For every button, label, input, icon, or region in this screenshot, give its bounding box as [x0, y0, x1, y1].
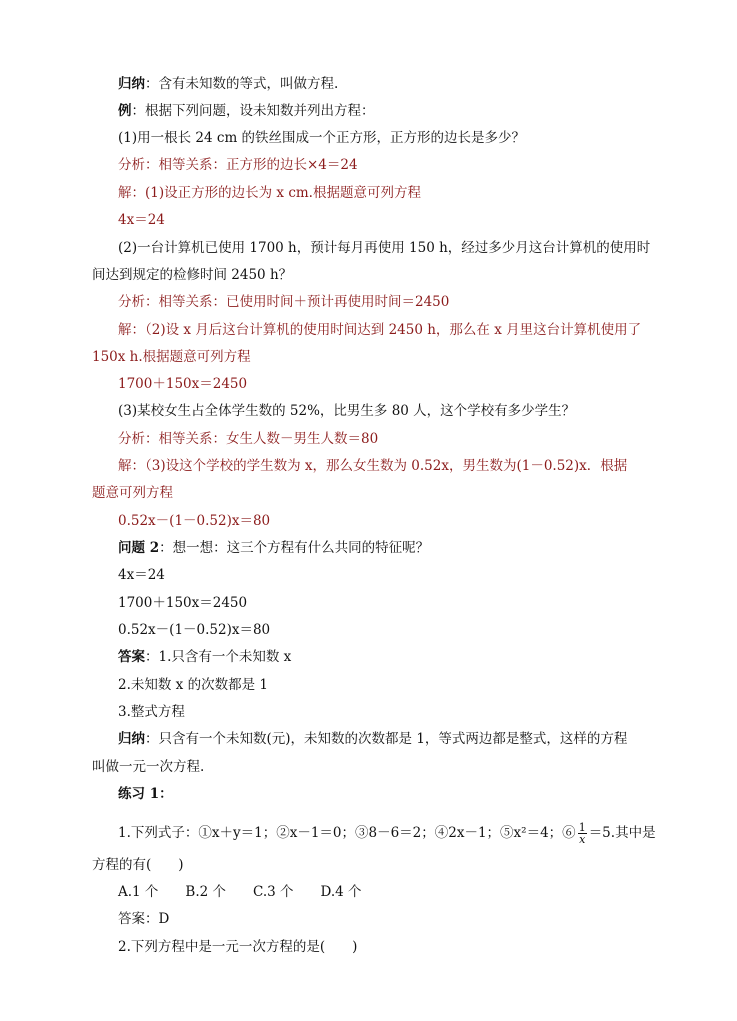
- answer-3: 3.整式方程: [118, 704, 185, 720]
- q3-solution-line-1: 解：（3)设这个学校的学生数为 x，那么女生数为 0.52x，男生数为(1－0.52)x．根据: [118, 458, 628, 474]
- answer-2: 2.未知数 x 的次数都是 1: [118, 677, 268, 693]
- problem-2-label: 问题 2: [118, 540, 160, 556]
- question-2-line-1: (2)一台计算机已使用 1700 h，预计每月再使用 150 h，经过多少月这台计算机的使用时: [118, 240, 651, 256]
- summary-1: [118, 74, 338, 94]
- question-3: (3)某校女生占全体学生数的 52%，比男生多 80 人，这个学校有多少学生？: [118, 403, 576, 419]
- summary-2-text: ：只含有一个未知数(元)，未知数的次数都是 1，等式两边都是整式，这样的方程: [145, 731, 628, 747]
- problem-2: [118, 538, 429, 558]
- q2-solution-line-2: 150x h.根据题意可列方程: [92, 349, 251, 365]
- equation-1: 4x＝24: [118, 567, 165, 583]
- exercise-1-answer: 答案：D: [118, 911, 170, 927]
- q2-equation: 1700＋150x＝2450: [118, 376, 248, 392]
- answer-text: ：1.只含有一个未知数 x: [145, 649, 292, 665]
- equation-3: 0.52x－(1－0.52)x＝80: [118, 622, 271, 638]
- q3-analysis: 分析：相等关系：女生人数－男生人数＝80: [118, 431, 379, 447]
- summary-2-line-1: [118, 729, 627, 749]
- practice-heading: 练习 1：: [118, 786, 173, 802]
- example-label: 例: [118, 103, 132, 119]
- answer: [118, 647, 291, 667]
- exercise-1-line-1: [118, 822, 656, 845]
- equation-2: 1700＋150x＝2450: [118, 595, 248, 611]
- fraction-numerator: 1: [578, 821, 586, 834]
- q2-analysis: 分析：相等关系：已使用时间＋预计再使用时间＝2450: [118, 294, 450, 310]
- q2-solution-line-1: 解：（2)设 x 月后这台计算机的使用时间达到 2450 h，那么在 x 月里这台计算机使用了: [118, 322, 642, 338]
- summary-2-label: 归纳: [118, 731, 145, 747]
- problem-2-text: ：想一想：这三个方程有什么共同的特征呢？: [159, 540, 430, 556]
- exercise-1-options: A.1 个 B.2 个 C.3 个 D.4 个: [118, 884, 362, 900]
- summary-1-label: 归纳: [118, 76, 145, 92]
- question-2-line-2: 间达到规定的检修时间 2450 h？: [92, 267, 293, 283]
- answer-label: 答案: [118, 649, 145, 665]
- example-text: ：根据下列问题，设未知数并列出方程：: [131, 103, 375, 119]
- q3-solution-line-2: 题意可列方程: [92, 485, 173, 501]
- exercise-1-line-2: 方程的有( ): [92, 857, 184, 873]
- q1-analysis: 分析：相等关系：正方形的边长×4＝24: [118, 157, 358, 173]
- question-1: (1)用一根长 24 cm 的铁丝围成一个正方形，正方形的边长是多少？: [118, 130, 526, 146]
- fraction-one-over-x: [578, 822, 587, 845]
- q1-solution: 解：(1)设正方形的边长为 x cm.根据题意可列方程: [118, 185, 421, 201]
- exercise-1-text-end: ＝5.其中是: [588, 825, 656, 841]
- summary-2-line-2: 叫做一元一次方程.: [92, 759, 205, 775]
- exercise-1-text: 1.下列式子：①x＋y＝1；②x－1＝0；③8－6＝2；④2x－1；⑤x²＝4；⑥: [118, 825, 576, 841]
- q3-equation: 0.52x－(1－0.52)x＝80: [118, 513, 271, 529]
- fraction-denominator: x: [579, 833, 586, 846]
- exercise-2: 2.下列方程中是一元一次方程的是( ): [118, 939, 358, 955]
- q1-equation: 4x＝24: [118, 212, 165, 228]
- summary-1-text: ：含有未知数的等式，叫做方程.: [145, 76, 339, 92]
- example-intro: [118, 101, 375, 121]
